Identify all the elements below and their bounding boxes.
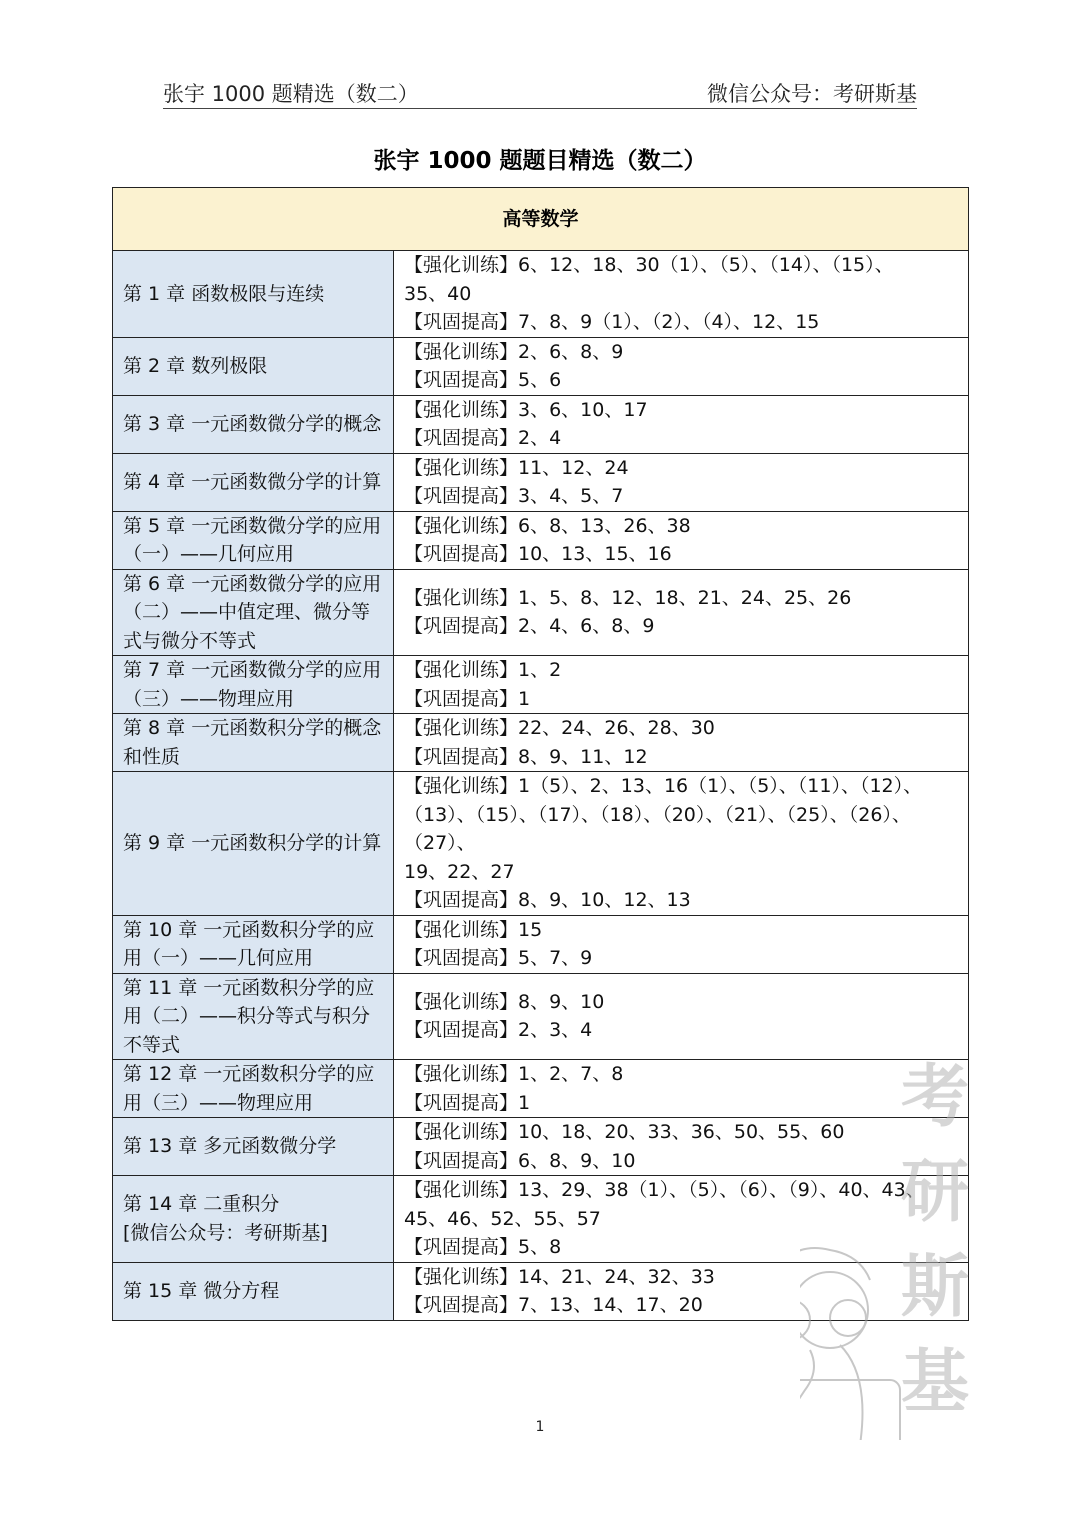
chapter-row bbox=[113, 1118, 969, 1176]
exercise-list-cell bbox=[394, 1060, 969, 1118]
chapter-title-cell bbox=[113, 511, 394, 569]
chapter-title: 第 3 章 一元函数微分学的概念 bbox=[123, 412, 382, 435]
exercise-line: 【强化训练】1（5）、2、13、16（1）、（5）、（11）、（12）、 bbox=[404, 775, 923, 797]
chapter-row bbox=[113, 395, 969, 453]
exercise-line: 【强化训练】10、18、20、33、36、50、55、60 bbox=[404, 1121, 845, 1143]
chapter-title-cell bbox=[113, 1060, 394, 1118]
exercise-line: 【巩固提高】6、8、9、10 bbox=[404, 1149, 636, 1172]
chapter-title: 第 7 章 一元函数微分学的应用（三）——物理应用 bbox=[123, 659, 382, 710]
chapter-title: 第 9 章 一元函数积分学的计算 bbox=[123, 832, 382, 854]
header-right-text: 微信公众号：考研斯基 bbox=[707, 82, 917, 106]
exercise-line: 【强化训练】6、12、18、30（1）、（5）、（14）、（15）、 bbox=[404, 254, 894, 276]
chapter-title-cell bbox=[113, 656, 394, 714]
chapter-title-cell bbox=[113, 251, 394, 338]
chapter-title-cell bbox=[113, 973, 394, 1060]
chapter-title-cell bbox=[113, 453, 394, 511]
exercise-list-cell bbox=[394, 1118, 969, 1176]
chapter-row bbox=[113, 915, 969, 973]
chapter-title: 第 6 章 一元函数微分学的应用（二）——中值定理、微分等式与微分不等式 bbox=[123, 572, 382, 652]
chapter-title-cell bbox=[113, 569, 394, 656]
chapter-title: 第 5 章 一元函数微分学的应用（一）——几何应用 bbox=[123, 514, 382, 565]
exercise-line: 【巩固提高】5、7、9 bbox=[404, 947, 593, 969]
exercise-list-cell bbox=[394, 337, 969, 395]
exercise-line: 【强化训练】13、29、38（1）、（5）、（6）、（9）、40、43、 bbox=[404, 1179, 925, 1201]
exercise-line: 19、22、27 bbox=[404, 860, 515, 883]
exercise-line: 【强化训练】22、24、26、28、30 bbox=[404, 717, 715, 739]
chapter-title: 第 8 章 一元函数积分学的概念和性质 bbox=[123, 717, 382, 768]
exercise-list-cell bbox=[394, 973, 969, 1060]
chapter-row bbox=[113, 337, 969, 395]
chapter-row bbox=[113, 251, 969, 338]
chapter-row bbox=[113, 569, 969, 656]
exercise-line: 【巩固提高】8、9、10、12、13 bbox=[404, 889, 691, 911]
exercise-line: 【强化训练】1、2 bbox=[404, 659, 562, 681]
header-rule bbox=[163, 108, 917, 109]
chapter-title-cell bbox=[113, 1176, 394, 1263]
exercise-line: 【巩固提高】2、4、6、8、9 bbox=[404, 615, 655, 638]
chapter-title: 第 15 章 微分方程 bbox=[123, 1279, 280, 1302]
svg-text:斯: 斯 bbox=[900, 1247, 970, 1327]
chapter-title: 第 4 章 一元函数微分学的计算 bbox=[123, 470, 382, 493]
chapter-row bbox=[113, 656, 969, 714]
chapter-title-cell bbox=[113, 1118, 394, 1176]
chapter-row bbox=[113, 1176, 969, 1263]
exercise-line: 【巩固提高】10、13、15、16 bbox=[404, 543, 672, 565]
chapter-row bbox=[113, 453, 969, 511]
exercise-line: 【强化训练】11、12、24 bbox=[404, 456, 629, 479]
exercise-list-cell bbox=[394, 915, 969, 973]
exercise-list-cell bbox=[394, 772, 969, 916]
svg-text:考: 考 bbox=[900, 1057, 970, 1137]
exercise-line: 【强化训练】1、2、7、8 bbox=[404, 1063, 624, 1085]
selection-table bbox=[112, 187, 969, 1321]
exercise-list-cell bbox=[394, 395, 969, 453]
header-left-text: 张宇 1000 题精选（数二） bbox=[163, 82, 419, 106]
chapter-row bbox=[113, 772, 969, 916]
chapter-title: 第 10 章 一元函数积分学的应用（一）——几何应用 bbox=[123, 918, 375, 969]
exercise-line: 【强化训练】6、8、13、26、38 bbox=[404, 514, 691, 537]
chapter-note: [微信公众号：考研斯基] bbox=[123, 1221, 328, 1244]
svg-text:基: 基 bbox=[900, 1342, 970, 1422]
page-number: 1 bbox=[535, 1419, 545, 1435]
exercise-list-cell bbox=[394, 1176, 969, 1263]
chapter-row bbox=[113, 511, 969, 569]
exercise-line: 【强化训练】1、5、8、12、18、21、24、25、26 bbox=[404, 586, 852, 609]
exercise-list-cell bbox=[394, 453, 969, 511]
chapter-title: 第 12 章 一元函数积分学的应用（三）——物理应用 bbox=[123, 1063, 375, 1114]
exercise-line: 【巩固提高】7、13、14、17、20 bbox=[404, 1294, 703, 1316]
chapter-title: 第 1 章 函数极限与连续 bbox=[123, 282, 325, 305]
exercise-list-cell bbox=[394, 251, 969, 338]
exercise-list-cell bbox=[394, 511, 969, 569]
chapter-title: 第 13 章 多元函数微分学 bbox=[123, 1135, 337, 1158]
exercise-list-cell bbox=[394, 1262, 969, 1320]
exercise-line: 【强化训练】2、6、8、9 bbox=[404, 340, 624, 363]
chapter-title-cell bbox=[113, 395, 394, 453]
chapter-title-cell bbox=[113, 1262, 394, 1320]
section-title: 高等数学 bbox=[113, 188, 969, 251]
chapter-row bbox=[113, 1060, 969, 1118]
exercise-line: 【巩固提高】5、6 bbox=[404, 369, 562, 391]
exercise-line: 【巩固提高】7、8、9（1）、（2）、（4）、12、15 bbox=[404, 311, 820, 333]
exercise-line: （13）、（15）、（17）、（18）、（20）、（21）、（25）、（26）、（27）、 bbox=[404, 803, 911, 854]
exercise-line: 35、40 bbox=[404, 282, 472, 305]
exercise-list-cell bbox=[394, 569, 969, 656]
exercise-line: 【强化训练】8、9、10 bbox=[404, 990, 605, 1013]
exercise-line: 【巩固提高】3、4、5、7 bbox=[404, 485, 624, 507]
section-row bbox=[113, 188, 969, 251]
chapter-title-cell bbox=[113, 772, 394, 916]
chapter-title-cell bbox=[113, 337, 394, 395]
chapter-row bbox=[113, 973, 969, 1060]
chapter-title: 第 14 章 二重积分 bbox=[123, 1193, 280, 1216]
exercise-line: 【巩固提高】8、9、11、12 bbox=[404, 745, 648, 768]
chapter-row bbox=[113, 1262, 969, 1320]
exercise-line: 【巩固提高】2、3、4 bbox=[404, 1019, 593, 1042]
exercise-line: 【强化训练】3、6、10、17 bbox=[404, 398, 648, 421]
exercise-line: 【巩固提高】1 bbox=[404, 687, 531, 710]
chapter-title-cell bbox=[113, 915, 394, 973]
exercise-list-cell bbox=[394, 714, 969, 772]
exercise-line: 【巩固提高】5、8 bbox=[404, 1236, 562, 1258]
chapter-title: 第 2 章 数列极限 bbox=[123, 354, 268, 377]
exercise-line: 【强化训练】14、21、24、32、33 bbox=[404, 1265, 715, 1288]
chapter-row bbox=[113, 714, 969, 772]
exercise-line: 【巩固提高】2、4 bbox=[404, 427, 562, 449]
exercise-line: 45、46、52、55、57 bbox=[404, 1207, 601, 1230]
document-title: 张宇 1000 题题目精选（数二） bbox=[373, 148, 707, 174]
chapter-title: 第 11 章 一元函数积分学的应用（二）——积分等式与积分不等式 bbox=[123, 976, 375, 1056]
exercise-line: 【强化训练】15 bbox=[404, 918, 543, 941]
svg-text:研: 研 bbox=[900, 1152, 970, 1232]
chapter-title-cell bbox=[113, 714, 394, 772]
exercise-list-cell bbox=[394, 656, 969, 714]
exercise-line: 【巩固提高】1 bbox=[404, 1091, 531, 1114]
